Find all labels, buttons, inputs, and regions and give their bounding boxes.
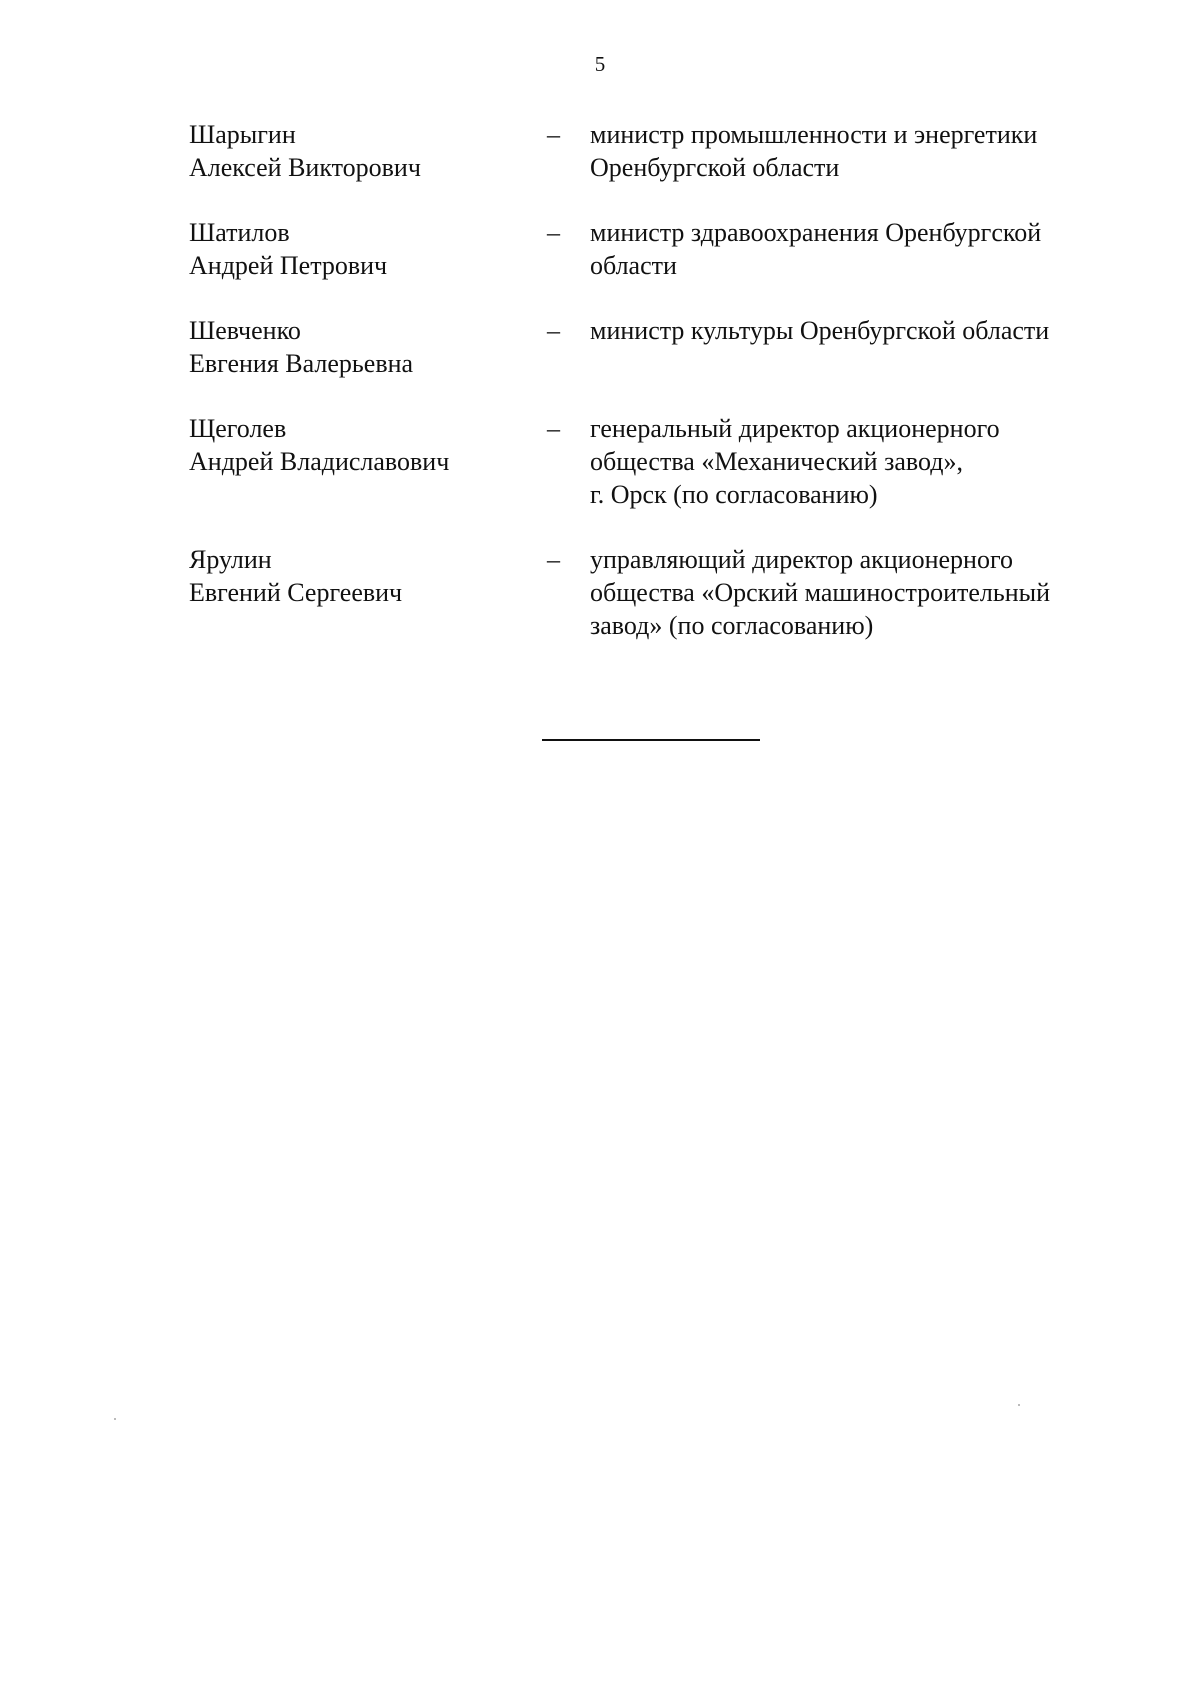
- member-name: [189, 118, 519, 184]
- separator-dash: –: [547, 316, 560, 345]
- position-line: министр промышленности и энергетики: [590, 120, 1038, 149]
- member-given-names: Евгений Сергеевич: [189, 578, 403, 607]
- member-name: [189, 543, 519, 609]
- member-position: [590, 314, 1110, 347]
- member-given-names: Андрей Петрович: [189, 251, 388, 280]
- position-line: генеральный директор акционерного: [590, 414, 1000, 443]
- page-number: 5: [594, 52, 606, 76]
- member-position: [590, 543, 1110, 642]
- member-given-names: Алексей Викторович: [189, 153, 421, 182]
- scan-speck: [1018, 1404, 1020, 1406]
- member-given-names: Евгения Валерьевна: [189, 349, 414, 378]
- position-line: министр здравоохранения Оренбургской: [590, 218, 1042, 247]
- member-position: [590, 412, 1110, 511]
- member-position: [590, 216, 1110, 282]
- position-line: министр культуры Оренбургской области: [590, 316, 1050, 345]
- position-line: Оренбургской области: [590, 153, 840, 182]
- end-of-list-rule: [542, 739, 760, 741]
- position-line: общества «Орский машиностроительный: [590, 578, 1051, 607]
- scan-speck: [114, 1418, 116, 1420]
- separator-dash: –: [547, 545, 560, 574]
- member-name: [189, 412, 519, 478]
- member-surname: Щеголев: [189, 414, 287, 443]
- position-line: общества «Механический завод»,: [590, 447, 963, 476]
- member-position: [590, 118, 1110, 184]
- separator-dash: –: [547, 414, 560, 443]
- member-surname: Ярулин: [189, 545, 272, 574]
- position-line: г. Орск (по согласованию): [590, 480, 878, 509]
- position-line: управляющий директор акционерного: [590, 545, 1013, 574]
- separator-dash: –: [547, 218, 560, 247]
- member-surname: Шевченко: [189, 316, 301, 345]
- position-line: области: [590, 251, 677, 280]
- separator-dash: –: [547, 120, 560, 149]
- member-surname: Шарыгин: [189, 120, 296, 149]
- member-name: [189, 314, 519, 380]
- member-given-names: Андрей Владиславович: [189, 447, 450, 476]
- position-line: завод» (по согласованию): [590, 611, 874, 640]
- member-name: [189, 216, 519, 282]
- member-surname: Шатилов: [189, 218, 290, 247]
